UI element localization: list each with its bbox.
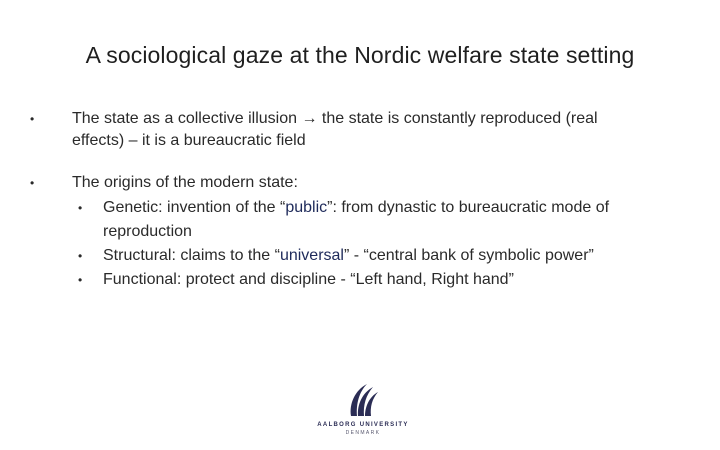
- emphasis-text: public: [285, 199, 328, 216]
- sub-bullet-structural: [72, 244, 690, 268]
- bullet-icon: •: [30, 176, 35, 190]
- bullet-icon: •: [30, 112, 35, 126]
- bullet-item-state-illusion: [30, 108, 690, 152]
- logo-country: DENMARK: [345, 430, 381, 436]
- sub-bullet-functional: [72, 268, 690, 292]
- bullet-icon: •: [78, 273, 83, 287]
- bullet-item-origins: [30, 172, 690, 292]
- sub-bullet-text: ” - “central bank of symbolic power”: [343, 247, 594, 264]
- sub-bullet-list: [72, 196, 690, 292]
- sub-bullet-text: Structural: claims to the “: [103, 247, 280, 264]
- bullet-icon: •: [78, 249, 83, 263]
- sub-bullet-text-line: reproduction: [103, 223, 192, 240]
- logo-university-name: AALBORG UNIVERSITY: [317, 422, 409, 428]
- bullet-text: The origins of the modern state:: [72, 174, 298, 191]
- emphasis-text: universal: [279, 247, 344, 264]
- slide-title: A sociological gaze at the Nordic welfare state setting: [85, 42, 635, 68]
- sub-bullet-text: ”: from dynastic to bureaucratic mode of: [327, 199, 610, 216]
- sub-bullet-text: Functional: protect and discipline - “Left hand, Right hand”: [103, 271, 514, 288]
- bullet-text-line: effects) – it is a bureaucratic field: [72, 132, 306, 149]
- bullet-text-line: The state as a collective illusion → the state is constantly reproduced (real: [72, 110, 598, 127]
- slide-body: [30, 108, 690, 312]
- bullet-icon: •: [78, 201, 83, 215]
- aalborg-university-logo-icon: [345, 378, 381, 418]
- sub-bullet-genetic: [72, 196, 690, 244]
- sub-bullet-text: Genetic: invention of the “: [103, 199, 286, 216]
- university-logo: [315, 378, 411, 444]
